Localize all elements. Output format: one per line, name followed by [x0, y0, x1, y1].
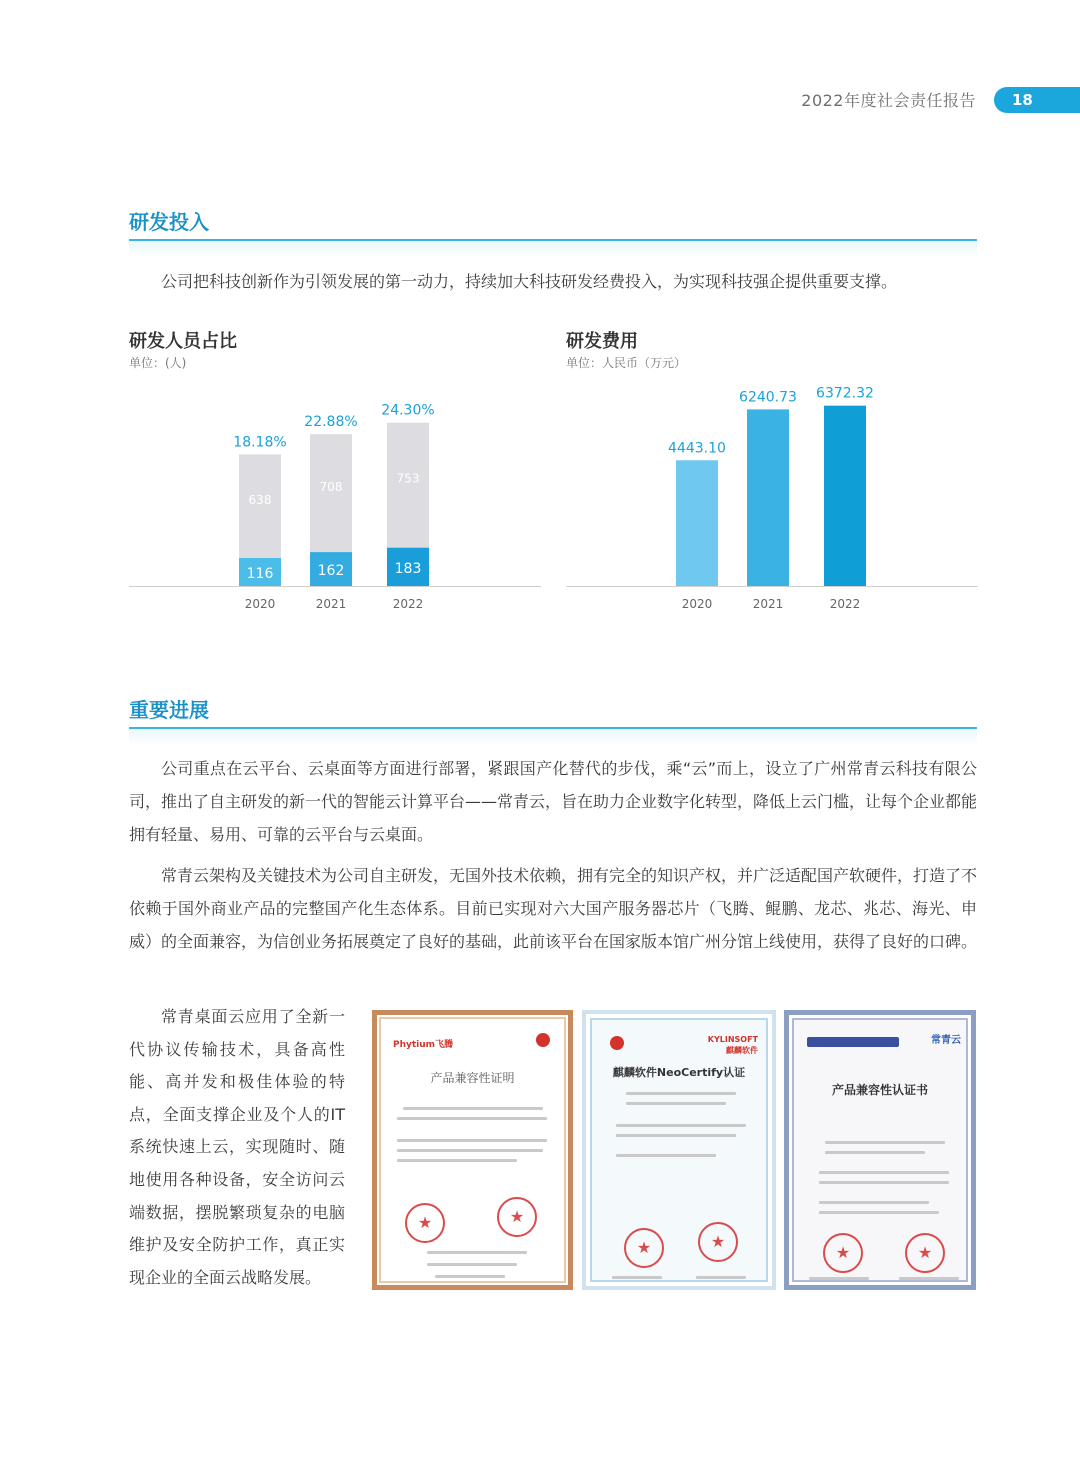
- report-title: 2022年度社会责任报告: [801, 91, 976, 110]
- certificate-title: 麒麟软件NeoCertify认证: [612, 1066, 746, 1079]
- chart-title-rd-staff: 研发人员占比: [129, 331, 237, 352]
- x-tick-label-2021: 2021: [315, 597, 347, 611]
- percent-label-2020: 18.18%: [233, 434, 287, 451]
- progress-paragraph-1: 公司重点在云平台、云桌面等方面进行部署，紧跟国产化替代的步伐，乘“云”而上，设立了广州常青云科技有限公司，推出了自主研发的新一代的智能云计算平台——常青云，旨在助力企业数字化转型，降低上云门槛，让每个企业都能拥有轻量、易用、可靠的云平台与云桌面。: [129, 759, 978, 844]
- chart-unit-rd-staff: 单位：(人): [129, 356, 187, 370]
- section-divider-glow: [129, 729, 977, 745]
- chart-title-rd-expense: 研发费用: [566, 331, 638, 352]
- x-tick-label-2022: 2022: [392, 597, 424, 611]
- certificate-logo: Phytium飞腾: [393, 1040, 454, 1050]
- certificate-title: 产品兼容性认证书: [831, 1083, 928, 1097]
- bar-label-rd-2021: 162: [317, 563, 345, 580]
- rd-intro-paragraph: 公司把科技创新作为引领发展的第一动力，持续加大科技研发经费投入，为实现科技强企提供重要支撑。: [161, 272, 898, 291]
- bar-label-other-2020: 638: [248, 493, 272, 508]
- certificate-evergreen-cloud: [784, 1010, 976, 1290]
- x-tick-label-2022: 2022: [829, 597, 861, 611]
- chart-rd-expense: [566, 380, 978, 620]
- certificate-phytium: [372, 1010, 573, 1290]
- value-label-2021: 6240.73: [739, 389, 797, 406]
- bar-label-other-2021: 708: [319, 479, 343, 494]
- issuer-logo-bar: [807, 1037, 899, 1047]
- bar-label-rd-2022: 183: [394, 560, 422, 577]
- percent-label-2022: 24.30%: [381, 402, 435, 419]
- certificate-logo: KYLINSOFT 麒麟软件: [707, 1035, 758, 1055]
- chart-rd-staff: [129, 380, 541, 620]
- bar-label-other-2022: 753: [396, 471, 420, 486]
- brand-mark-icon: [536, 1033, 550, 1047]
- bar-rd-expense-2020: [676, 460, 718, 586]
- bar-label-rd-2020: 116: [246, 566, 274, 582]
- red-seal-icon: ★: [405, 1203, 445, 1243]
- progress-paragraph-2: 常青云架构及关键技术为公司自主研发，无国外技术依赖，拥有完全的知识产权，并广泛适配国产软硬件，打造了不依赖于国外商业产品的完整国产化生态体系。目前已实现对六大国产服务器芯片（飞腾、鲲鹏、龙芯、兆芯、海光、申威）的全面兼容，为信创业务拓展奠定了良好的基础，此前该平台在国家版本馆广州分馆上线使用，获得了良好的口碑。: [129, 866, 978, 951]
- percent-label-2021: 22.88%: [304, 414, 358, 431]
- red-seal-icon: ★: [497, 1197, 537, 1237]
- red-seal-icon: ★: [823, 1233, 863, 1273]
- section-title-progress: 重要进展: [129, 698, 209, 722]
- red-seal-icon: ★: [624, 1228, 664, 1268]
- brand-mark-icon: [610, 1036, 624, 1050]
- bar-rd-expense-2022: [824, 406, 866, 586]
- value-label-2020: 4443.10: [668, 440, 726, 457]
- section-title-rd-investment: 研发投入: [129, 210, 209, 234]
- certificate-kylinsoft: [582, 1010, 776, 1290]
- red-seal-icon: ★: [698, 1222, 738, 1262]
- certificate-title: 产品兼容性证明: [430, 1071, 515, 1085]
- certificate-logo: 常青云: [931, 1035, 961, 1046]
- progress-paragraph-3: 常青桌面云应用了全新一代协议传输技术，具备高性能、高并发和极佳体验的特点，全面支撑企业及个人的IT系统快速上云，实现随时、随地使用各种设备，安全访问云端数据，摆脱繁琐复杂的电脑维护及安全防护工作，真正实现企业的全面云战略发展。: [129, 1007, 345, 1287]
- x-tick-label-2020: 2020: [681, 597, 713, 611]
- section-divider-glow: [129, 241, 977, 257]
- x-tick-label-2021: 2021: [752, 597, 784, 611]
- x-tick-label-2020: 2020: [244, 597, 276, 611]
- red-seal-icon: ★: [905, 1233, 945, 1273]
- value-label-2022: 6372.32: [816, 385, 874, 402]
- chart-unit-rd-expense: 单位：人民币（万元）: [566, 356, 687, 370]
- page-number-badge: 18: [994, 87, 1080, 113]
- bar-rd-expense-2021: [747, 409, 789, 586]
